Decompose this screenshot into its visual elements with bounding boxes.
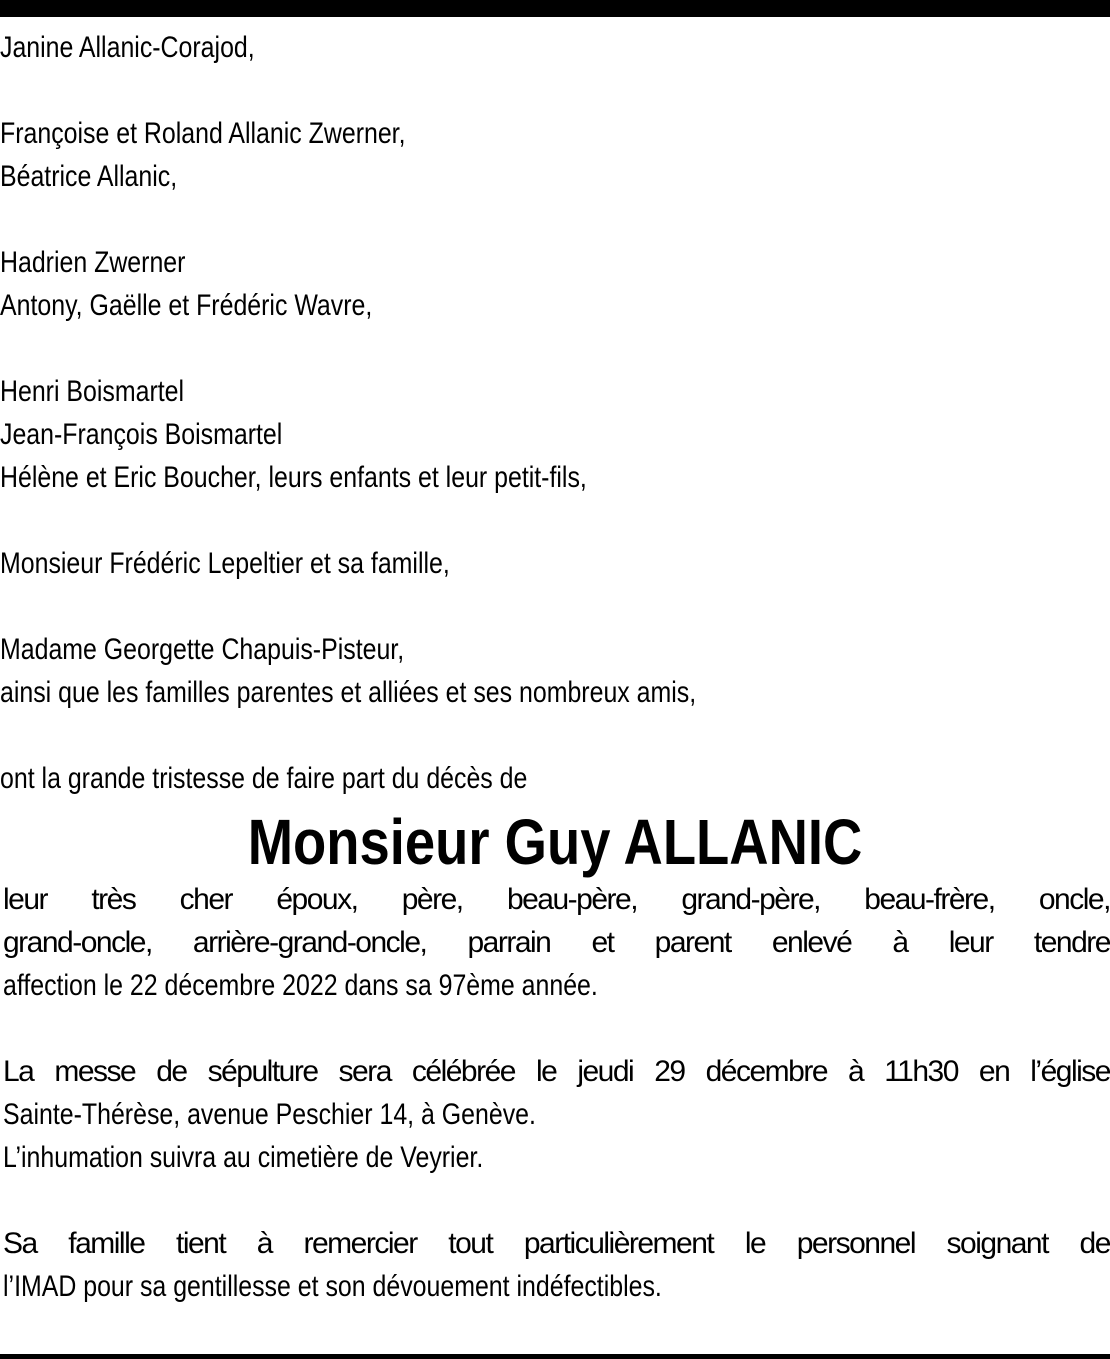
- family-line: ainsi que les familles parentes et alliées et ses nombreux amis,: [0, 676, 697, 709]
- description-line: affection le 22 décembre 2022 dans sa 97ème année.: [3, 969, 598, 1002]
- word: de: [156, 1055, 187, 1088]
- family-line: Béatrice Allanic,: [0, 160, 178, 193]
- family-line: Françoise et Roland Allanic Zwerner,: [0, 117, 406, 150]
- word: La: [3, 1055, 34, 1088]
- ceremony-line: [3, 1050, 1110, 1093]
- ceremony-line: L’inhumation suivra au cimetière de Veyrier.: [3, 1141, 484, 1174]
- word: décembre: [705, 1055, 827, 1088]
- word: cher: [179, 883, 233, 916]
- thanks-line: l’IMAD pour sa gentillesse et son dévouement indéfectibles.: [3, 1270, 662, 1303]
- word: sera: [338, 1055, 391, 1088]
- word: jeudi: [577, 1055, 634, 1088]
- spacer: [0, 499, 1110, 542]
- family-line: Monsieur Frédéric Lepeltier et sa famille,: [0, 547, 450, 580]
- description-line: [3, 878, 1110, 921]
- spacer: [0, 69, 1110, 112]
- thanks-paragraph: [3, 1222, 1110, 1308]
- description-line: [3, 921, 1110, 964]
- spacer: [0, 714, 1110, 757]
- word: tout: [448, 1227, 493, 1260]
- word: famille: [68, 1227, 145, 1260]
- word: époux,: [276, 883, 358, 916]
- spacer: [0, 1179, 1110, 1222]
- family-line: Hélène et Eric Boucher, leurs enfants et leur petit-fils,: [0, 461, 587, 494]
- thanks-line: [3, 1222, 1110, 1265]
- word: 11h30: [884, 1055, 958, 1088]
- spacer: [0, 198, 1110, 241]
- word: parrain: [467, 926, 551, 959]
- word: leur: [948, 926, 993, 959]
- announcement-line: ont la grande tristesse de faire part du décès de: [0, 762, 528, 795]
- family-line: Hadrien Zwerner: [0, 246, 186, 279]
- word: de: [1079, 1227, 1110, 1260]
- deceased-name: Monsieur Guy ALLANIC: [247, 806, 863, 878]
- word: arrière-grand-oncle,: [192, 926, 427, 959]
- word: oncle,: [1038, 883, 1110, 916]
- top-rule: [0, 0, 1110, 17]
- word: enlevé: [771, 926, 852, 959]
- description-paragraph: [3, 878, 1110, 1007]
- word: tient: [176, 1227, 226, 1260]
- family-line: Antony, Gaëlle et Frédéric Wavre,: [0, 289, 373, 322]
- word: beau-père,: [506, 883, 638, 916]
- word: grand-père,: [681, 883, 820, 916]
- spacer: [0, 1007, 1110, 1050]
- spacer: [0, 585, 1110, 628]
- word: à: [256, 1227, 272, 1260]
- word: particulièrement: [523, 1227, 714, 1260]
- family-line: Madame Georgette Chapuis-Pisteur,: [0, 633, 405, 666]
- ceremony-paragraph: [3, 1050, 1110, 1179]
- word: à: [892, 926, 908, 959]
- word: en: [978, 1055, 1010, 1088]
- ceremony-line: Sainte-Thérèse, avenue Peschier 14, à Genève.: [3, 1098, 536, 1131]
- word: tendre: [1033, 926, 1110, 959]
- word: remercier: [303, 1227, 417, 1260]
- family-line: Henri Boismartel: [0, 375, 185, 408]
- spacer: [0, 327, 1110, 370]
- word: le: [535, 1055, 557, 1088]
- word: très: [91, 883, 136, 916]
- word: le: [744, 1227, 766, 1260]
- word: 29: [654, 1055, 685, 1088]
- word: messe: [54, 1055, 136, 1088]
- word: sépulture: [207, 1055, 318, 1088]
- word: soignant: [946, 1227, 1048, 1260]
- bottom-rule: [0, 1354, 1110, 1359]
- family-line: Jean-François Boismartel: [0, 418, 283, 451]
- obituary-notice: [0, 26, 1110, 1308]
- family-line: Janine Allanic-Corajod,: [0, 31, 255, 64]
- word: beau-frère,: [864, 883, 995, 916]
- word: personnel: [796, 1227, 915, 1260]
- word: parent: [654, 926, 731, 959]
- word: père,: [401, 883, 463, 916]
- word: leur: [3, 883, 48, 916]
- word: à: [848, 1055, 864, 1088]
- word: grand-oncle,: [3, 926, 152, 959]
- word: célébrée: [411, 1055, 515, 1088]
- word: l’église: [1030, 1055, 1110, 1088]
- word: et: [591, 926, 614, 959]
- word: Sa: [3, 1227, 37, 1260]
